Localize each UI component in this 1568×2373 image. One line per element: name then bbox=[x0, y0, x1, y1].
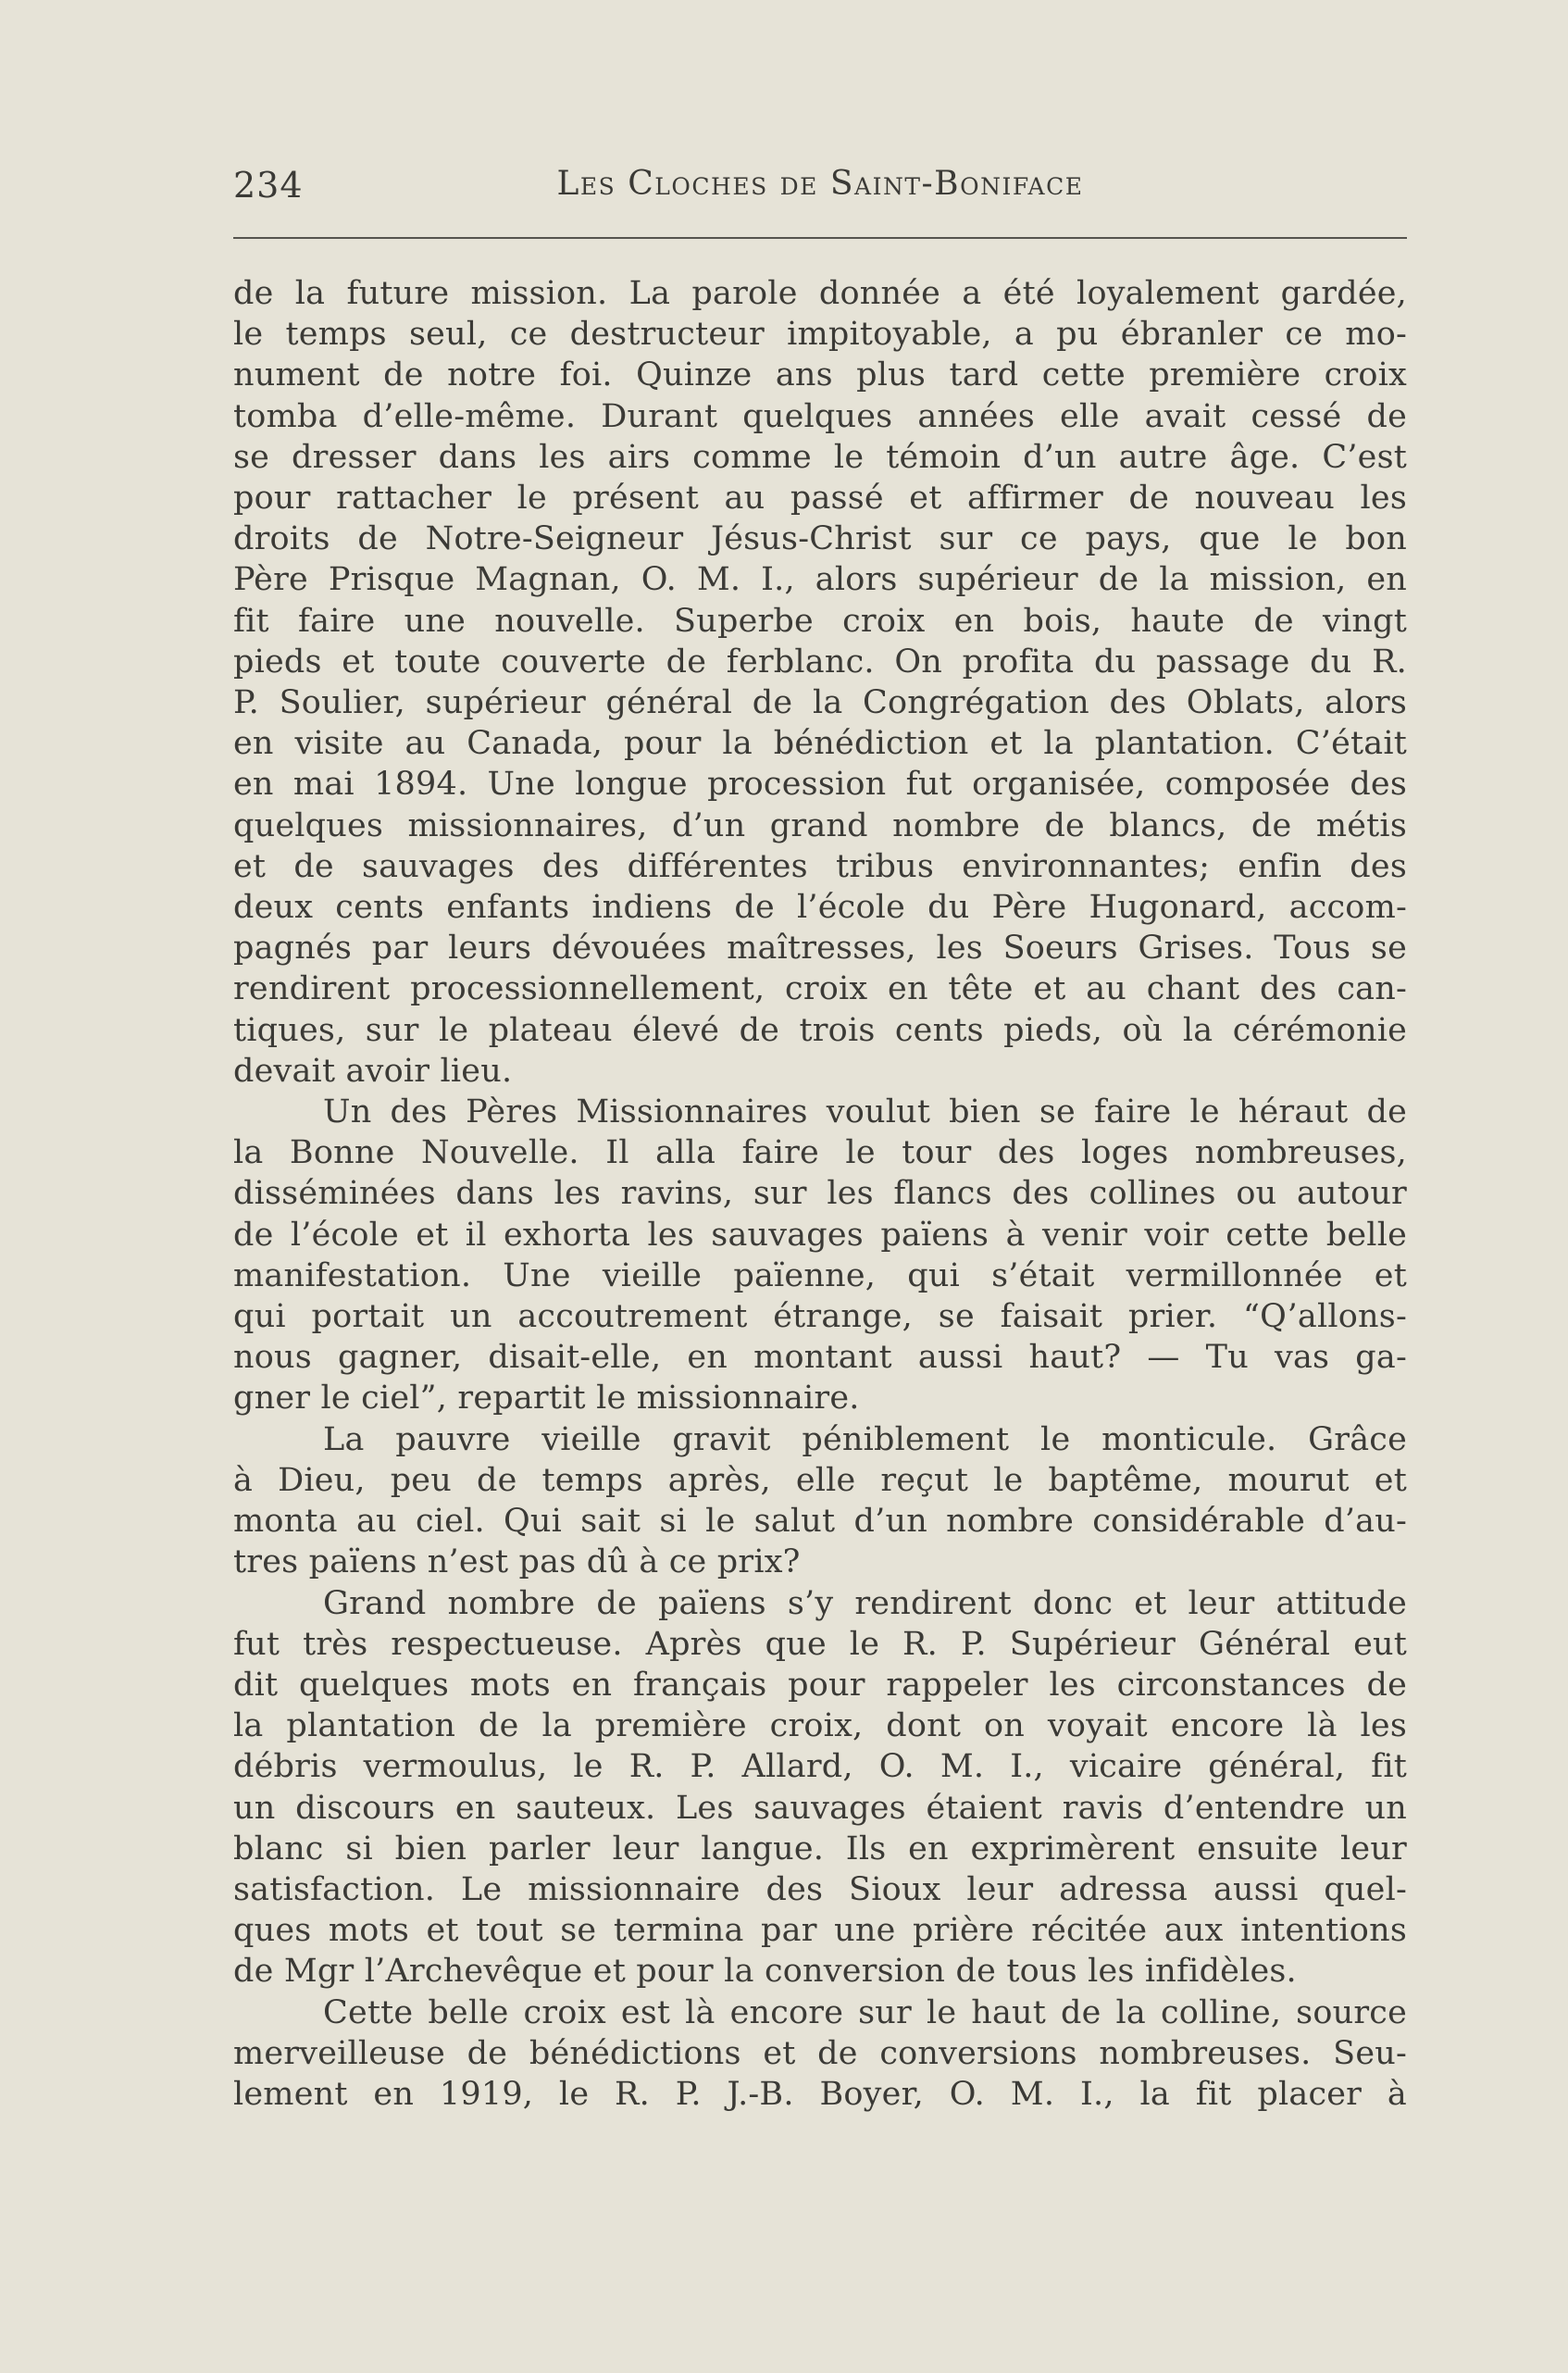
text-line: un discours en sauteux. Les sauvages étaient ravis d’entendre un bbox=[233, 1789, 1407, 1827]
text-line: la plantation de la première croix, dont on voyait encore là les bbox=[233, 1707, 1407, 1745]
text-line: blanc si bien parler leur langue. Ils en exprimèrent ensuite leur bbox=[233, 1830, 1407, 1867]
text-line: Cette belle croix est là encore sur le haut de la colline, source bbox=[323, 1993, 1407, 2031]
paragraph bbox=[233, 1092, 1407, 1419]
text-line: Grand nombre de païens s’y rendirent donc et leur attitude bbox=[323, 1584, 1407, 1622]
text-line: satisfaction. Le missionnaire des Sioux leur adressa aussi quel- bbox=[233, 1870, 1407, 1908]
page-number: 234 bbox=[233, 165, 304, 206]
text-line: quelques missionnaires, d’un grand nombre de blancs, de métis bbox=[233, 806, 1407, 844]
text-line: pieds et toute couverte de ferblanc. On profita du passage du R. bbox=[233, 643, 1407, 681]
text-line: tiques, sur le plateau élevé de trois cents pieds, où la cérémonie bbox=[233, 1011, 1407, 1049]
text-line: devait avoir lieu. bbox=[233, 1052, 513, 1090]
header-rule bbox=[233, 237, 1407, 239]
text-line: rendirent processionnellement, croix en tête et au chant des can- bbox=[233, 970, 1407, 1008]
text-line: La pauvre vieille gravit péniblement le monticule. Grâce bbox=[323, 1420, 1407, 1458]
text-line: pagnés par leurs dévouées maîtresses, les Soeurs Grises. Tous se bbox=[233, 930, 1407, 968]
running-head bbox=[233, 165, 1407, 217]
text-line: se dresser dans les airs comme le témoin d’un autre âge. C’est bbox=[233, 438, 1407, 476]
text-line: P. Soulier, supérieur général de la Congrégation des Oblats, alors bbox=[233, 684, 1407, 722]
text-line: en visite au Canada, pour la bénédiction et la plantation. C’était bbox=[233, 725, 1407, 763]
text-line: manifestation. Une vieille païenne, qui s’était vermillonnée et bbox=[233, 1256, 1407, 1294]
text-line: le temps seul, ce destructeur impitoyable, a pu ébranler ce mo- bbox=[233, 316, 1407, 354]
text-line: débris vermoulus, le R. P. Allard, O. M. I., vicaire général, fit bbox=[233, 1748, 1407, 1786]
text-line: monta au ciel. Qui sait si le salut d’un nombre considérable d’au- bbox=[233, 1503, 1407, 1541]
text-line: fut très respectueuse. Après que le R. P. Supérieur Général eut bbox=[233, 1625, 1407, 1663]
text-line: à Dieu, peu de temps après, elle reçut le baptême, mourut et bbox=[233, 1461, 1407, 1499]
text-line: qui portait un accoutrement étrange, se faisait prier. “Q’allons- bbox=[233, 1298, 1407, 1336]
text-line: merveilleuse de bénédictions et de conversions nombreuses. Seu- bbox=[233, 2034, 1407, 2072]
text-line: la Bonne Nouvelle. Il alla faire le tour des loges nombreuses, bbox=[233, 1134, 1407, 1172]
text-line: deux cents enfants indiens de l’école du Père Hugonard, accom- bbox=[233, 889, 1407, 927]
text-line: en mai 1894. Une longue procession fut organisée, composée des bbox=[233, 766, 1407, 804]
text-line: ques mots et tout se termina par une prière récitée aux intentions bbox=[233, 1912, 1407, 1950]
text-line: disséminées dans les ravins, sur les flancs des collines ou autour bbox=[233, 1175, 1407, 1213]
text-line: de la future mission. La parole donnée a été loyalement gardée, bbox=[233, 275, 1407, 312]
text-line: tomba d’elle-même. Durant quelques années elle avait cessé de bbox=[233, 397, 1407, 435]
text-line: gner le ciel”, repartit le missionnaire. bbox=[233, 1380, 860, 1418]
text-line: droits de Notre-Seigneur Jésus-Christ sur ce pays, que le bon bbox=[233, 520, 1407, 558]
text-line: tres païens n’est pas dû à ce prix? bbox=[233, 1543, 801, 1581]
paragraph bbox=[233, 1419, 1407, 1583]
text-line: et de sauvages des différentes tribus environnantes; enfin des bbox=[233, 847, 1407, 885]
text-line: de l’école et il exhorta les sauvages païens à venir voir cette belle bbox=[233, 1216, 1407, 1254]
running-title: Les Cloches de Saint-Boniface bbox=[556, 165, 1084, 203]
text-line: pour rattacher le présent au passé et affirmer de nouveau les bbox=[233, 480, 1407, 518]
text-line: nous gagner, disait-elle, en montant aussi haut? — Tu vas ga- bbox=[233, 1339, 1407, 1377]
text-line: fit faire une nouvelle. Superbe croix en bois, haute de vingt bbox=[233, 602, 1407, 640]
text-line: nument de notre foi. Quinze ans plus tard cette première croix bbox=[233, 356, 1407, 394]
text-line: Un des Pères Missionnaires voulut bien se faire le héraut de bbox=[323, 1093, 1407, 1131]
text-line: de Mgr l’Archevêque et pour la conversion de tous les infidèles. bbox=[233, 1953, 1297, 1991]
paragraph bbox=[233, 1583, 1407, 1992]
text-line: dit quelques mots en français pour rappeler les circonstances de bbox=[233, 1666, 1407, 1704]
paragraph bbox=[233, 273, 1407, 1092]
paragraph bbox=[233, 1992, 1407, 2116]
body-text bbox=[233, 273, 1407, 2115]
text-line: Père Prisque Magnan, O. M. I., alors supérieur de la mission, en bbox=[233, 561, 1407, 599]
text-line: lement en 1919, le R. P. J.-B. Boyer, O. M. I., la fit placer à bbox=[233, 2075, 1407, 2113]
